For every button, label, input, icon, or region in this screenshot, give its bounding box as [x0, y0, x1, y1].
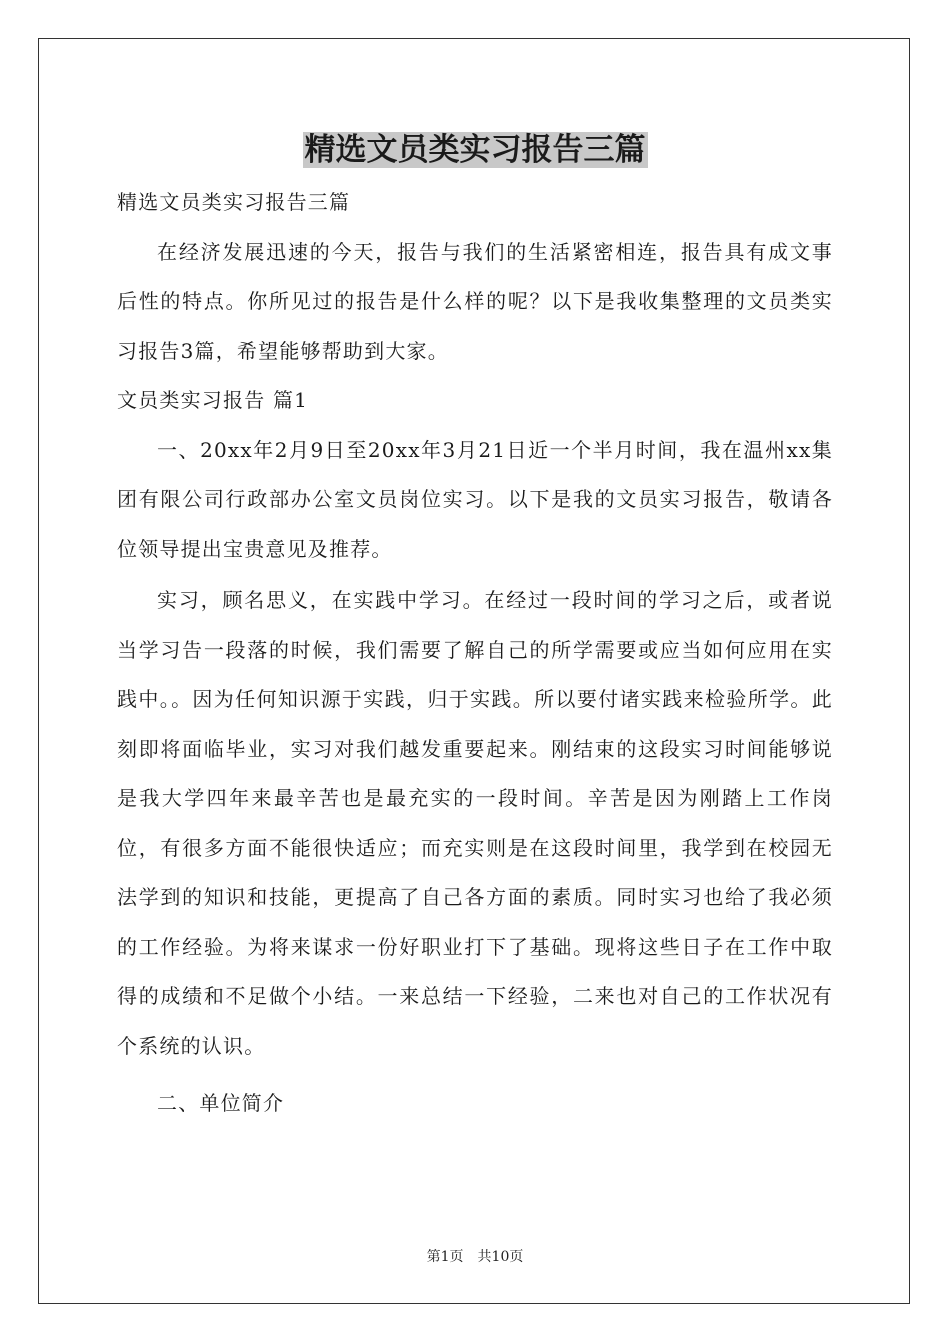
body-paragraph-2: 实习，顾名思义，在实践中学习。在经过一段时间的学习之后，或者说当学习告一段落的时候，我们需要了解自己的所学需要或应当如何应用在实践中。。因为任何知识源于实践，归于实践。所以要付诸实践来检验所学。此刻即将面临毕业，实习对我们越发重要起来。刚结束的这段实习时间能够说是我大学四年来最辛苦也是最充实的一段时间。辛苦是因为刚踏上工作岗位，有很多方面不能很快适应；而充实则是在这段时间里，我学到在校园无法学到的知识和技能，更提高了自己各方面的素质。同时实习也给了我必须的工作经验。为将来谋求一份好职业打下了基础。现将这些日子在工作中取得的成绩和不足做个小结。一来总结一下经验，二来也对自己的工作状况有个系统的认识。 — [117, 588, 833, 1058]
document-title — [0, 128, 950, 172]
document-body — [117, 178, 833, 1129]
document-subtitle: 精选文员类实习报告三篇 — [117, 190, 351, 214]
subheading-unit-intro: 二、单位简介 — [157, 1091, 285, 1115]
page-footer: 第1页 共10页 — [426, 1249, 524, 1265]
document-title-text: 精选文员类实习报告三篇 — [304, 132, 646, 168]
section-heading: 文员类实习报告 篇1 — [117, 388, 309, 412]
intro-paragraph: 在经济发展迅速的今天，报告与我们的生活紧密相连，报告具有成文事后性的特点。你所见过的报告是什么样的呢？以下是我收集整理的文员类实习报告3篇，希望能够帮助到大家。 — [117, 239, 833, 363]
body-paragraph-1: 一、20xx年2月9日至20xx年3月21日近一个半月时间，我在温州xx集团有限公司行政部办公室文员岗位实习。以下是我的文员实习报告，敬请各位领导提出宝贵意见及推荐。 — [117, 437, 833, 561]
